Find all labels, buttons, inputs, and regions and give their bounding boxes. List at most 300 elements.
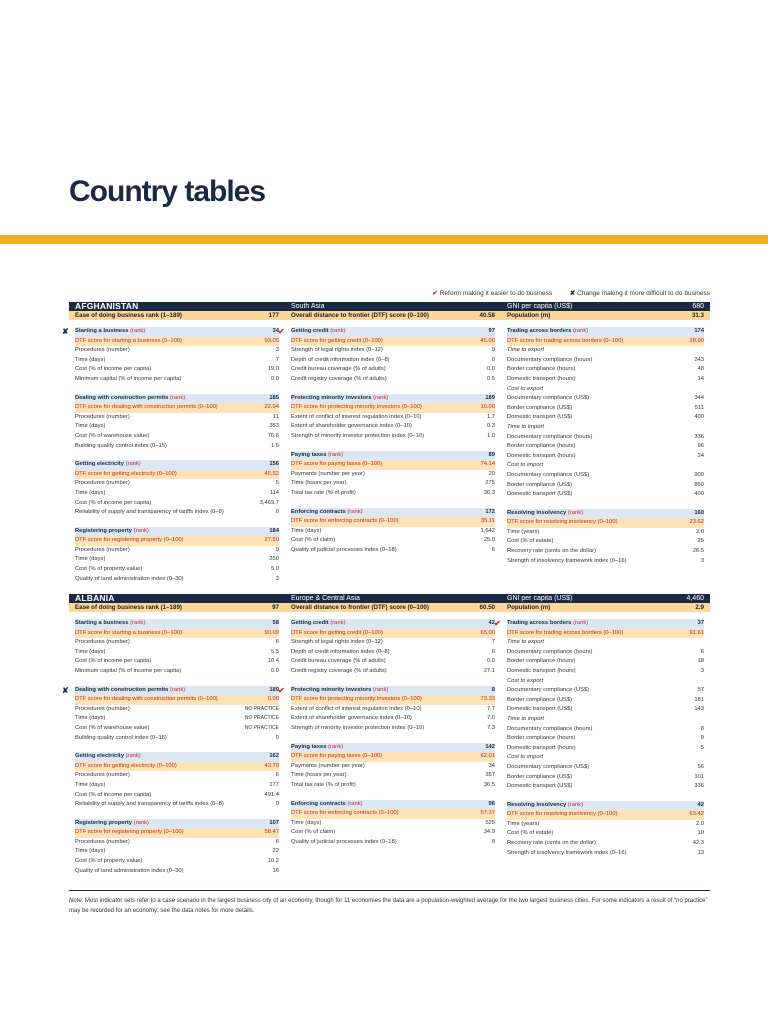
row-label: Cost (% of claim) (291, 537, 336, 544)
row-value: 7.7 (486, 705, 495, 712)
data-row (291, 479, 495, 489)
data-row (507, 346, 704, 356)
row-value: 36.3 (483, 489, 495, 496)
row-label: Strength of insolvency framework index (0–16) (507, 849, 627, 856)
row-value: 57.37 (480, 810, 495, 817)
row-label: Documentary compliance (hours) (507, 356, 593, 363)
row-value: 10.4 (267, 658, 279, 665)
indicator-title: Registering property (75, 819, 133, 826)
data-row (507, 528, 704, 538)
data-row (291, 489, 495, 499)
data-row (507, 773, 704, 783)
indicator-title: Starting a business (75, 620, 129, 626)
data-row (507, 734, 704, 744)
legend-reform-easier: Reform making it easier to do business (439, 290, 553, 297)
row-value: 177 (269, 781, 279, 788)
row-label: Cost (% of estate) (507, 538, 554, 545)
row-value: 62.01 (480, 753, 495, 760)
data-row (507, 442, 704, 452)
row-label: Procedures (number) (75, 639, 130, 646)
indicator-title-group (291, 327, 345, 337)
indicator-header (291, 800, 495, 810)
country-name: ALBANIA (75, 593, 115, 603)
page-title: Country tables (69, 175, 266, 208)
data-row (507, 725, 704, 735)
indicator-title: Getting credit (291, 620, 329, 626)
row-value: 96 (697, 443, 704, 450)
data-row (291, 527, 495, 537)
indicator-columns (62, 327, 710, 593)
row-value: 63.42 (689, 811, 704, 818)
indicator-title: Registering property (75, 527, 133, 534)
data-row (291, 657, 495, 667)
indicator-title-group (291, 451, 343, 461)
data-row (291, 546, 495, 556)
row-label: DTF score for paying taxes (0–100) (291, 753, 383, 760)
data-row (75, 771, 279, 781)
data-row (75, 565, 279, 575)
row-label: Documentary compliance (hours) (507, 433, 593, 440)
row-label: Domestic transport (US$) (507, 491, 573, 498)
data-row (507, 481, 704, 491)
data-row (507, 365, 704, 375)
row-label: DTF score for trading across borders (0–100) (507, 337, 624, 344)
row-label: Procedures (number) (75, 413, 130, 420)
indicator-getting-electricity (75, 460, 279, 518)
row-value: 0.00 (267, 696, 279, 703)
row-label: Procedures (number) (75, 772, 130, 779)
data-row (75, 356, 279, 366)
row-value: 42.3 (692, 840, 704, 847)
row-label: Minimum capital (% of income per capita) (75, 375, 182, 382)
indicator-title: Getting credit (291, 328, 329, 334)
indicator-title: Enforcing contracts (291, 508, 346, 515)
data-row (75, 867, 279, 877)
row-label: DTF score for getting credit (0–100) (291, 337, 383, 344)
data-row (507, 356, 704, 366)
data-row (75, 714, 279, 724)
row-value: 11 (272, 413, 279, 420)
row-label: Total tax rate (% of profit) (291, 489, 356, 496)
data-row (507, 782, 704, 792)
row-label: Procedures (number) (75, 705, 130, 712)
row-label: DTF score for getting electricity (0–100) (75, 470, 177, 477)
row-value: 19.0 (267, 366, 279, 373)
data-row (291, 375, 495, 385)
indicator-protecting-minority-investors (291, 394, 495, 442)
indicator-title: Protecting minority investors (291, 394, 372, 401)
data-row (291, 828, 495, 838)
row-value: 1,642 (480, 527, 495, 534)
data-row (291, 470, 495, 480)
row-value: 7.3 (486, 724, 495, 731)
row-value: 24 (697, 452, 704, 459)
row-label: Border compliance (US$) (507, 404, 573, 411)
indicator-header (507, 801, 704, 811)
data-row (291, 365, 495, 375)
indicator-rank: 89 (488, 451, 495, 458)
dtf-score-row (75, 695, 279, 705)
row-value: 76.6 (267, 432, 279, 439)
x-icon: ✘ (569, 290, 576, 297)
indicator-title-group (291, 394, 388, 404)
indicator-rank: 8 (491, 686, 495, 693)
row-value: 90.09 (264, 629, 279, 636)
indicator-resolving-insolvency (507, 801, 704, 859)
row-label: Cost (% of property value) (75, 566, 143, 573)
data-row (507, 385, 704, 395)
row-value: 0.0 (486, 658, 495, 665)
ease-rank-label: Ease of doing business rank (1–189) (75, 312, 182, 319)
row-label: Domestic transport (hours) (507, 452, 576, 459)
rank-label: (rank) (567, 801, 584, 808)
row-label: Quality of land administration index (0–30) (75, 575, 184, 582)
check-icon: ✔ (278, 327, 285, 336)
indicator-header (75, 460, 279, 470)
row-label: Time (days) (75, 781, 106, 788)
data-row (507, 547, 704, 557)
row-label: Documentary compliance (hours) (507, 648, 593, 655)
rank-label: (rank) (573, 620, 589, 626)
row-label: Building quality control index (0–15) (75, 734, 167, 741)
row-label: Border compliance (US$) (507, 773, 573, 780)
row-label: Payments (number per year) (291, 470, 365, 477)
population-label: Population (m) (507, 312, 551, 319)
indicator-header (291, 327, 495, 337)
row-label: Credit registry coverage (% of adults) (291, 667, 387, 674)
row-label: Extent of shareholder governance index (0–10) (291, 715, 412, 722)
data-row (291, 819, 495, 829)
data-row (75, 734, 279, 744)
indicator-title-group (75, 394, 185, 404)
indicator-rank: 160 (694, 509, 704, 516)
indicator-header (75, 819, 279, 829)
rank-label: (rank) (330, 620, 346, 626)
indicator-title-group (75, 686, 185, 696)
row-label: DTF score for enforcing contracts (0–100) (291, 518, 399, 525)
gni-cell (501, 594, 710, 603)
data-row (291, 648, 495, 658)
legend-reform-harder: Change making it more difficult to do business (577, 290, 710, 297)
row-value: 0.3 (486, 423, 495, 430)
row-label: Domestic transport (hours) (507, 375, 576, 382)
indicator-title: Getting electricity (75, 461, 124, 468)
row-value: 3 (275, 575, 279, 582)
row-label: Documentary compliance (US$) (507, 763, 590, 770)
data-row (507, 839, 704, 849)
data-row (291, 838, 495, 848)
row-value: 7 (275, 356, 279, 363)
row-label: Documentary compliance (US$) (507, 395, 590, 402)
data-row (507, 537, 704, 547)
indicator-title: Trading across borders (507, 328, 572, 334)
data-row (75, 365, 279, 375)
dtf-score-row (507, 337, 704, 347)
row-value: 74.14 (480, 461, 495, 468)
indicator-getting-credit (291, 619, 495, 677)
data-row (507, 696, 704, 706)
row-label: Credit bureau coverage (% of adults) (291, 658, 386, 665)
row-value: 5 (700, 744, 704, 751)
row-label: Domestic transport (US$) (507, 783, 573, 790)
footnote-text: Most indicator sets refer to a case scenario in the largest business city of an economy, though for 11 economies the data are a population-weighted average for the two largest business cities. For some indicators a result of “no practice” may be recorded for an economy; see the data notes for more details. (69, 898, 708, 914)
row-label: Extent of conflict of interest regulation index (0–10) (291, 413, 422, 420)
row-value: 3,469.7 (259, 499, 279, 506)
row-value: 5.5 (270, 648, 279, 655)
data-row (291, 714, 495, 724)
dtf-score-row (75, 629, 279, 639)
indicator-title-group (75, 527, 149, 537)
indicator-column (62, 619, 285, 885)
indicator-getting-credit (278, 327, 495, 385)
row-value: 6 (491, 648, 495, 655)
gni-value: 4,460 (686, 595, 704, 602)
row-label: Cost to export (507, 385, 544, 392)
row-value: 336 (694, 433, 704, 440)
dtf-overall-cell (285, 603, 501, 612)
row-label: Extent of shareholder governance index (0–10) (291, 423, 412, 430)
row-value: 3 (275, 347, 279, 354)
data-row (507, 471, 704, 481)
indicator-column (501, 327, 710, 593)
rank-label: (rank) (328, 743, 344, 750)
indicator-title: Dealing with construction permits (75, 686, 169, 693)
ease-rank-value: 177 (268, 312, 279, 319)
row-value: 7.0 (486, 715, 495, 722)
indicator-trading-across-borders (507, 327, 704, 500)
row-label: DTF score for trading across borders (0–100) (507, 629, 624, 636)
indicator-title: Starting a business (75, 328, 129, 334)
row-label: Depth of credit information index (0–8) (291, 356, 390, 363)
row-label: Cost to import (507, 754, 544, 761)
indicator-title-group (291, 686, 388, 696)
row-label: Quality of judicial processes index (0–18) (291, 546, 397, 553)
row-label: Cost to import (507, 462, 544, 469)
row-label: Time (days) (75, 423, 106, 430)
row-value: 45.52 (264, 470, 279, 477)
indicator-title: Resolving insolvency (507, 509, 567, 516)
row-label: Domestic transport (US$) (507, 706, 573, 713)
population-cell (501, 603, 710, 612)
indicator-header (75, 394, 279, 404)
data-row (507, 490, 704, 500)
ease-rank-cell (69, 603, 285, 612)
row-value: 8 (700, 725, 704, 732)
data-row (75, 781, 279, 791)
indicator-header (291, 619, 495, 629)
country-name-cell (69, 302, 285, 311)
row-value: 900 (694, 471, 704, 478)
data-row (507, 715, 704, 725)
indicator-column (278, 619, 501, 885)
rank-label: (rank) (130, 620, 146, 626)
row-value: 10.2 (267, 858, 279, 865)
rank-label: (rank) (130, 328, 146, 334)
row-label: Quality of judicial processes index (0–18) (291, 838, 397, 845)
x-icon: ✘ (62, 327, 69, 336)
rank-label: (rank) (347, 800, 363, 807)
row-value: 57 (697, 687, 704, 694)
data-row (507, 375, 704, 385)
row-label: DTF score for starting a business (0–100) (75, 337, 182, 344)
row-value: 18 (697, 658, 704, 665)
rank-label: (rank) (133, 819, 149, 826)
check-icon: ✔ (494, 619, 501, 628)
indicator-title-group (75, 619, 145, 629)
row-value: 0.0 (270, 375, 279, 382)
ease-rank-label: Ease of doing business rank (1–189) (75, 604, 182, 611)
country-header-bar (69, 594, 710, 603)
indicator-rank: 174 (694, 328, 704, 334)
data-row (507, 820, 704, 830)
data-row (507, 677, 704, 687)
row-label: Time (days) (75, 489, 106, 496)
indicator-rank: 172 (485, 508, 495, 515)
row-label: DTF score for resolving insolvency (0–100) (507, 519, 618, 526)
data-row (75, 847, 279, 857)
gni-value: 680 (692, 303, 704, 310)
row-value: 93.05 (264, 337, 279, 344)
indicator-title: Paying taxes (291, 743, 327, 750)
data-row (291, 762, 495, 772)
row-value: 491.4 (264, 791, 279, 798)
row-label: Procedures (number) (75, 480, 130, 487)
data-row (75, 638, 279, 648)
data-row (75, 705, 279, 715)
indicator-header (291, 686, 495, 696)
data-row (75, 413, 279, 423)
row-label: Time (days) (291, 819, 322, 826)
row-value: 22 (272, 848, 279, 855)
data-row (75, 838, 279, 848)
row-value: 23.62 (689, 519, 704, 526)
rank-label: (rank) (347, 508, 363, 515)
indicator-title-group (507, 801, 583, 811)
data-row (507, 638, 704, 648)
data-row (507, 667, 704, 677)
row-label: Domestic transport (hours) (507, 667, 576, 674)
indicator-rank: 34 (272, 328, 279, 334)
row-label: Reliability of supply and transparency of tariffs index (0–8) (75, 801, 224, 808)
region-cell (285, 302, 501, 311)
data-row (507, 433, 704, 443)
indicator-title: Paying taxes (291, 451, 327, 458)
row-label: DTF score for getting electricity (0–100) (75, 762, 177, 769)
gni-cell (501, 302, 710, 311)
indicator-title-group (291, 743, 343, 753)
row-label: Time (years) (507, 820, 540, 827)
indicator-column (62, 327, 285, 593)
row-label: Time to import (507, 715, 544, 722)
row-value: 243 (694, 356, 704, 363)
data-row (507, 705, 704, 715)
population-label: Population (m) (507, 604, 551, 611)
indicator-columns (62, 619, 710, 885)
dtf-score-row (291, 629, 495, 639)
rank-label: (rank) (373, 394, 389, 401)
row-label: Time to export (507, 639, 544, 646)
dtf-score-row (291, 517, 495, 527)
row-value: 2.0 (695, 820, 704, 827)
row-label: Time (days) (291, 527, 322, 534)
row-label: Strength of minority investor protection index (0–10) (291, 432, 425, 439)
rank-label: (rank) (125, 753, 141, 760)
indicator-paying-taxes (291, 451, 495, 499)
indicator-paying-taxes (291, 743, 495, 791)
indicator-rank: 42 (697, 801, 704, 808)
data-row (507, 461, 704, 471)
row-value: 850 (694, 481, 704, 488)
data-row (507, 413, 704, 423)
data-row (507, 686, 704, 696)
row-value: 13 (697, 849, 704, 856)
title-divider (0, 235, 768, 244)
indicator-rank: 96 (488, 800, 495, 807)
row-label: Minimum capital (% of income per capita) (75, 667, 182, 674)
footnote-label: Note: (69, 898, 84, 904)
check-icon: ✔ (278, 685, 285, 695)
data-row (75, 657, 279, 667)
row-value: 2.0 (695, 528, 704, 535)
data-row (507, 763, 704, 773)
indicator-title-group (291, 508, 363, 518)
row-label: DTF score for paying taxes (0–100) (291, 461, 383, 468)
row-value: 6 (275, 639, 279, 646)
dtf-score-row (75, 536, 279, 546)
row-label: Documentary compliance (US$) (507, 471, 590, 478)
dtf-overall-cell (285, 311, 501, 320)
row-value: 16 (272, 867, 279, 874)
rank-label: (rank) (170, 686, 186, 693)
row-label: Documentary compliance (hours) (507, 725, 593, 732)
row-value: 344 (694, 395, 704, 402)
row-label: DTF score for registering property (0–100) (75, 829, 184, 836)
indicator-dealing-with-construction-permits (62, 685, 279, 744)
indicator-rank: 156 (269, 461, 279, 468)
row-label: Total tax rate (% of profit) (291, 781, 356, 788)
dtf-score-row (75, 470, 279, 480)
row-label: Recovery rate (cents on the dollar) (507, 840, 596, 847)
gni-label: GNI per capita (US$) (507, 595, 573, 602)
data-row (75, 857, 279, 867)
indicator-getting-electricity (75, 752, 279, 810)
data-row (291, 422, 495, 432)
row-label: Procedures (number) (75, 838, 130, 845)
data-row (507, 423, 704, 433)
indicator-header (75, 686, 279, 696)
dtf-score-row (507, 629, 704, 639)
row-value: 3 (700, 667, 704, 674)
row-label: Extent of conflict of interest regulation index (0–10) (291, 705, 422, 712)
row-label: Strength of insolvency framework index (0–16) (507, 557, 627, 564)
dtf-overall-label: Overall distance to frontier (DTF) score (0–100) (291, 604, 429, 611)
rank-label: (rank) (373, 686, 389, 693)
indicator-trading-across-borders (494, 619, 704, 792)
data-row (507, 829, 704, 839)
data-row (75, 800, 279, 810)
row-value: 0 (275, 801, 279, 808)
row-label: Cost (% of warehouse value) (75, 724, 150, 731)
row-label: Border compliance (US$) (507, 696, 573, 703)
data-row (75, 648, 279, 658)
data-row (75, 422, 279, 432)
row-label: DTF score for starting a business (0–100) (75, 629, 182, 636)
row-label: Recovery rate (cents on the dollar) (507, 548, 596, 555)
row-value: 91.61 (689, 629, 704, 636)
dtf-score-row (291, 809, 495, 819)
data-row (75, 489, 279, 499)
indicator-rank: 107 (269, 819, 279, 826)
